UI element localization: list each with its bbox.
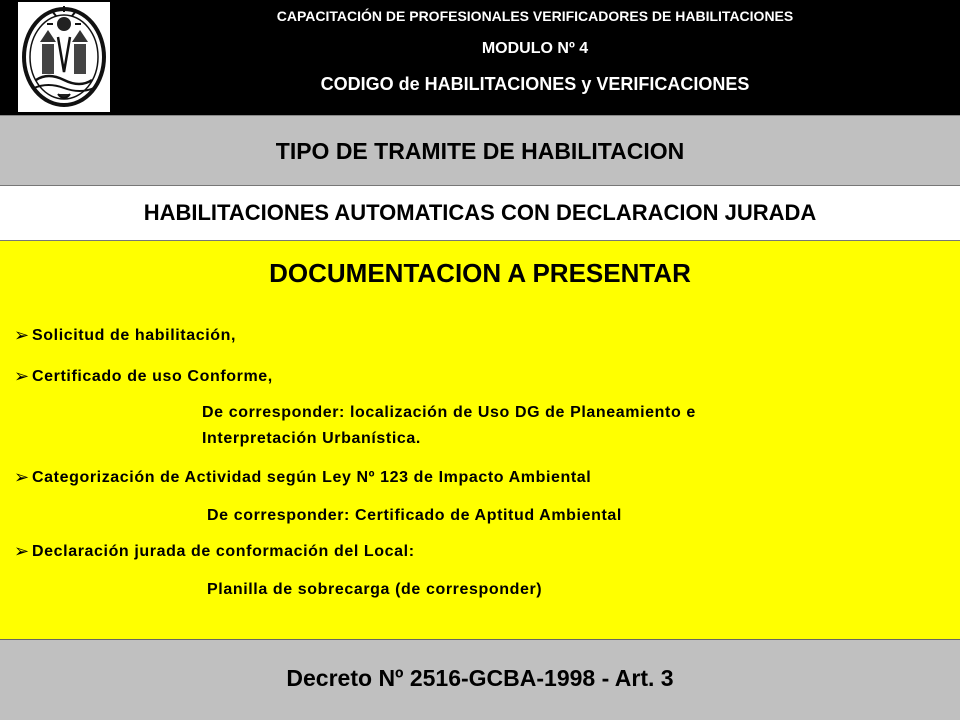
note-line: Interpretación Urbanística. xyxy=(202,430,421,447)
arrow-bullet-icon: ➢ xyxy=(14,366,30,386)
arrow-bullet-icon: ➢ xyxy=(14,325,30,345)
decree-reference: Decreto Nº 2516-GCBA-1998 - Art. 3 xyxy=(286,665,674,691)
note-line: Planilla de sobrecarga (de corresponder) xyxy=(207,581,543,598)
arrow-bullet-icon: ➢ xyxy=(14,541,30,561)
footer-band xyxy=(0,639,960,720)
documentation-title: DOCUMENTACION A PRESENTAR xyxy=(269,258,691,288)
procedure-type-title: TIPO DE TRAMITE DE HABILITACION xyxy=(275,138,685,164)
list-item xyxy=(14,467,591,488)
note-line: De corresponder: localización de Uso DG de Planeamiento e xyxy=(202,404,696,421)
list-item-text: Categorización de Actividad según Ley Nº 123 de Impacto Ambiental xyxy=(32,469,592,486)
code-title: CODIGO de HABILITACIONES y VERIFICACIONES xyxy=(320,74,750,94)
procedure-subtype-band xyxy=(0,185,960,241)
arrow-bullet-icon: ➢ xyxy=(14,467,30,487)
list-item xyxy=(14,541,415,562)
procedure-type-band xyxy=(0,115,960,185)
list-item-text: Certificado de uso Conforme, xyxy=(32,368,273,385)
course-title: CAPACITACIÓN DE PROFESIONALES VERIFICADORES DE HABILITACIONES xyxy=(276,8,794,24)
documentation-panel xyxy=(0,241,960,639)
header-bar xyxy=(0,0,960,115)
module-number: MODULO Nº 4 xyxy=(481,40,589,57)
list-item xyxy=(14,366,273,387)
list-item-text: Declaración jurada de conformación del Local: xyxy=(32,543,415,560)
list-item xyxy=(14,325,236,346)
procedure-subtype-title: HABILITACIONES AUTOMATICAS CON DECLARACION JURADA xyxy=(143,200,817,225)
list-item-text: Solicitud de habilitación, xyxy=(32,327,237,344)
note-line: De corresponder: Certificado de Aptitud Ambiental xyxy=(207,507,622,524)
